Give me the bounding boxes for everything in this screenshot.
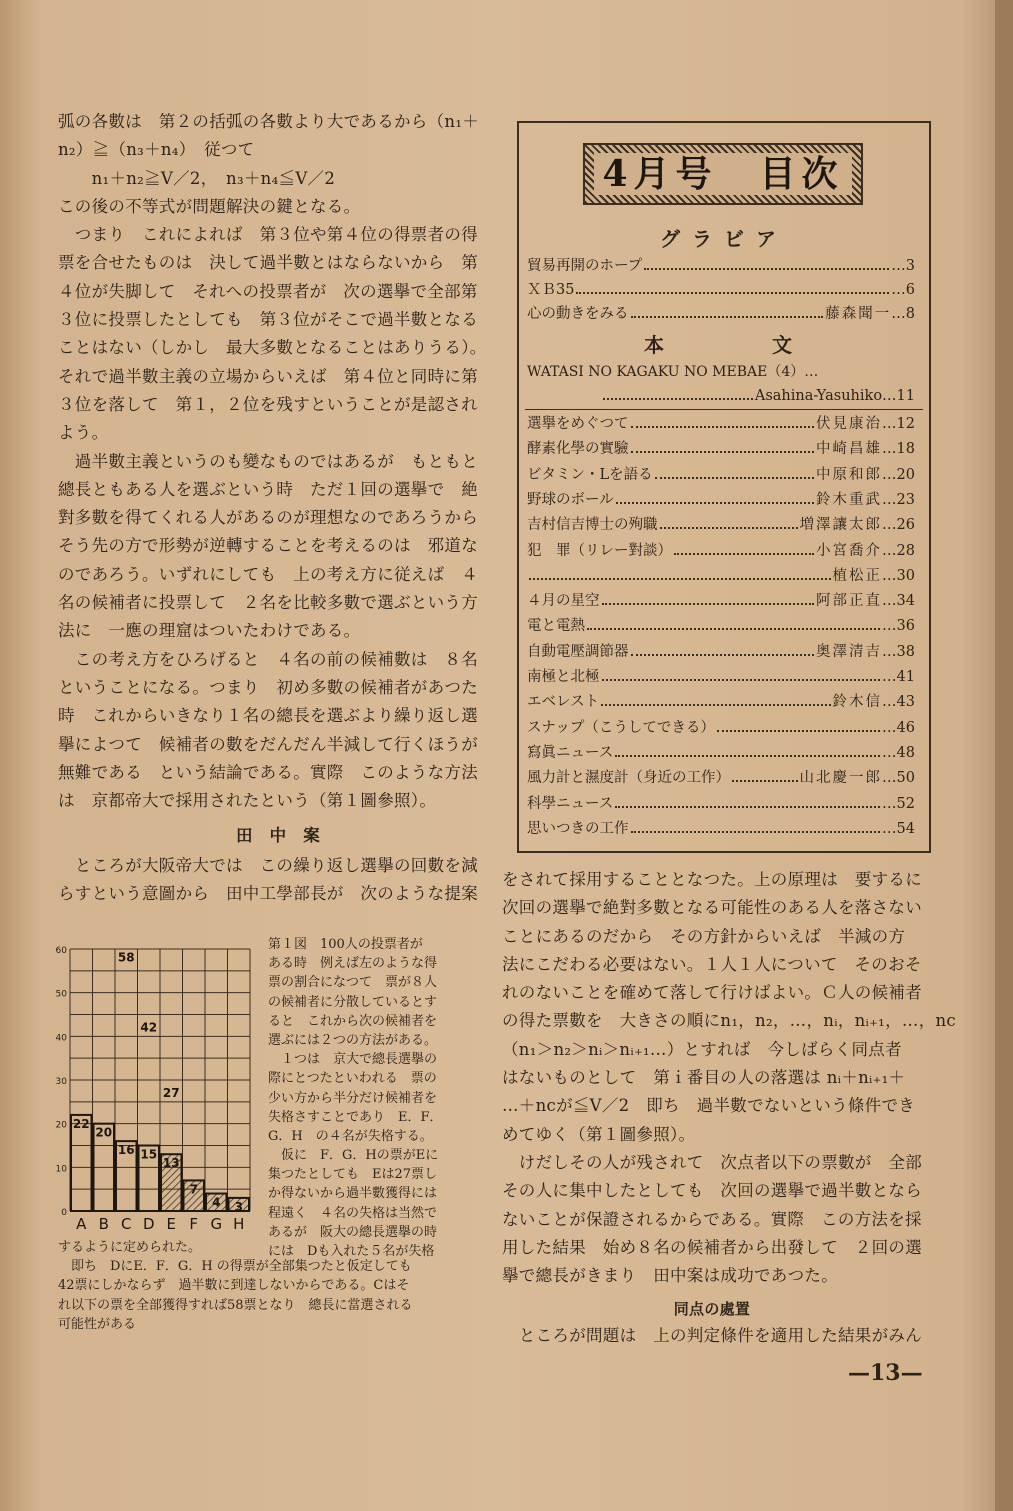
bar-value-label: 16 (117, 1143, 135, 1158)
toc-item-author: 鈴木信 (832, 694, 883, 711)
toc-leader-dots (631, 303, 824, 318)
text-line: の得た票數を 大きさの順にn₁，n₂，…，nᵢ，nᵢ₊₁，…，nc (502, 1011, 956, 1031)
page-spine-shadow (995, 0, 1013, 1511)
y-tick-label: 50 (55, 989, 67, 1000)
toc-item-page: 54 (896, 820, 915, 837)
toc-item[interactable] (527, 590, 915, 612)
x-tick-label: A (76, 1215, 87, 1233)
toc-item[interactable] (527, 279, 915, 301)
page-number: —13— (848, 1360, 923, 1386)
text-line: …＋ncが≦V／2 即ち 過半數でないという條件でき (502, 1096, 916, 1116)
x-tick-label: H (233, 1215, 245, 1233)
caption-line: ある時 例えば左のような得 (268, 956, 438, 972)
toc-special-title: WATASI NO KAGAKU NO MEBAE（4）… (527, 364, 819, 380)
toc-item-title: 寫眞ニュース (527, 744, 614, 761)
toc-leader-dots (602, 666, 881, 681)
toc-page-separator: … (882, 744, 897, 761)
text-line: ないことが保證されるからである。實際 この方法を採 (502, 1209, 922, 1229)
toc-item-page: 36 (896, 618, 915, 635)
toc-page-separator: … (882, 416, 897, 432)
text-line: そう先の方で形勢が逆轉することを考えるのは 邪道な (58, 536, 478, 556)
toc-item-page: 23 (896, 491, 915, 508)
toc-item[interactable] (527, 438, 915, 460)
toc-item-title: ４月の星空 (527, 593, 600, 610)
text-line: 弧の各數は 第２の括弧の各數より大であるから（n₁＋ (58, 112, 480, 131)
toc-page-separator: … (882, 820, 897, 837)
toc-leader-dots (576, 279, 889, 294)
caption-line: １つは 京大で總長選擧の (268, 1052, 438, 1068)
text-line: らすという意圖から 田中工學部長が 次のような提案 (58, 884, 478, 904)
toc-item-page: 26 (896, 517, 915, 534)
toc-page-separator: … (882, 669, 897, 685)
text-line: をされて採用することとなつた。上の原理は 要するに (502, 870, 922, 889)
toc-special-page: …11 (882, 388, 915, 404)
text-line: その人に集中したとしても 次回の選擧で過半數となら (502, 1181, 922, 1201)
cumulative-label: 58 (117, 950, 135, 965)
toc-title: 4月号 目次 (583, 143, 863, 205)
toc-item[interactable] (527, 615, 915, 637)
caption-line: G．H の４名が失格する。 (268, 1128, 433, 1144)
toc-item-title: エベレスト (527, 694, 600, 711)
text-line: ことにあるのだから その方針からいえば 半減の方 (502, 926, 906, 946)
toc-page-separator: … (891, 306, 906, 322)
x-tick-label: F (189, 1215, 199, 1233)
text-line: 時 これからいきなり１名の總長を選ぶより繰り返し選 (58, 706, 478, 726)
heading-tanaka-plan: 田 中 案 (236, 826, 320, 845)
toc-page-separator: … (882, 517, 897, 534)
text-line: 過半數主義というのも變なものではあるが もともと (58, 451, 478, 471)
toc-item-author: 植松正 (832, 567, 883, 584)
toc-item-title: 南極と北極 (527, 669, 600, 685)
toc-leader-dots (587, 615, 880, 630)
text-line: れのないことを確めて落して行けばよい。Ｃ人の候補者 (502, 983, 922, 1003)
toc-leader-dots (655, 464, 814, 479)
bar-value-label: 20 (95, 1125, 113, 1140)
toc-item[interactable] (527, 742, 915, 764)
toc-item[interactable] (527, 303, 915, 325)
toc-item-author: 阿部正直 (816, 593, 883, 610)
toc-item-title: 犯 罪（リレー對談） (527, 542, 672, 559)
toc-item[interactable] (527, 767, 915, 789)
toc-page-separator: … (882, 567, 897, 584)
text-line: 無難である という結論である。實際 このような方法 (58, 762, 478, 782)
toc-item-page: 34 (896, 593, 915, 610)
toc-item[interactable] (527, 514, 915, 536)
toc-item-page: 38 (896, 643, 915, 660)
caption-line: 少い方から半分だけ候補者を (268, 1090, 438, 1106)
toc-item[interactable] (527, 464, 915, 486)
caption-line: 際にとつたといわれる 票の (268, 1071, 437, 1087)
caption-line: するように定められた。 (58, 1240, 202, 1255)
toc-item[interactable] (527, 691, 915, 713)
caption-line: には Dも入れた５名が失格 (268, 1244, 435, 1259)
toc-special-author-row (527, 385, 915, 407)
y-tick-label: 20 (55, 1120, 67, 1131)
toc-item-title: 思いつきの工作 (527, 820, 629, 837)
toc-leader-dots (631, 818, 881, 833)
text-line: それで過半數主義の立場からいえば 第４位と同時に第 (58, 366, 478, 386)
text-line: この考え方をひろげると ４名の前の候補數は ８名 (58, 649, 478, 669)
toc-item-page: 50 (896, 770, 915, 787)
caption-line: 可能性がある (58, 1316, 137, 1332)
toc-item-author: 伏見康治 (816, 416, 883, 432)
toc-leader-dots (717, 717, 880, 732)
toc-page-separator: … (882, 491, 897, 508)
text-line: ところが大阪帝大では この繰り返し選擧の回數を減 (58, 856, 478, 875)
x-tick-label: D (142, 1215, 155, 1233)
toc-leader-dots (732, 767, 798, 782)
cumulative-label: 42 (140, 1020, 158, 1035)
text-line: ことはない（しかし 最大多數となることはありうる）。 (58, 338, 487, 358)
toc-page-separator: … (882, 441, 897, 458)
text-line: 票を合せたものは 決して過半數とはならないから 第 (58, 253, 478, 273)
text-line: （n₁＞n₂＞nᵢ＞nᵢ₊₁…）とすれば 今しばらく同点者 (502, 1039, 902, 1059)
y-tick-label: 40 (55, 1033, 67, 1044)
x-tick-label: C (121, 1215, 132, 1233)
toc-item[interactable] (527, 641, 915, 663)
toc-page-separator: … (882, 466, 897, 483)
text-line: つまり これによれば 第３位や第４位の得票者の得 (58, 225, 478, 245)
toc-item-author: 鈴木重武 (816, 491, 883, 508)
toc-leader-dots (631, 438, 815, 453)
toc-section-body: 本 文 (644, 333, 804, 357)
toc-item-page: 52 (896, 795, 915, 812)
toc-item[interactable] (527, 489, 915, 511)
toc-item-title: 科學ニュース (527, 795, 614, 812)
text-line: は 京都帝大で採用されたという（第１圖參照）。 (58, 791, 437, 811)
toc-page-separator: … (891, 258, 906, 274)
toc-item-author: 増澤讓太郎 (799, 517, 883, 534)
right-column-text (502, 866, 956, 1290)
toc-page-separator: … (882, 618, 897, 635)
toc-special-item[interactable] (527, 361, 915, 383)
y-tick-label: 0 (61, 1208, 67, 1218)
y-tick-label: 60 (55, 946, 67, 956)
toc-page-separator: … (882, 542, 897, 559)
toc-leader-dots (631, 413, 815, 428)
toc-item-author: 山北慶一郎 (799, 770, 883, 787)
toc-leader-dots (644, 255, 889, 270)
bar-value-label: 15 (140, 1147, 158, 1162)
text-line: n₂）≧（n₃＋n₄） 従つて (58, 140, 255, 160)
right-column-last-line: ところが問題は 上の判定條件を適用した結果がみん (502, 1326, 922, 1345)
toc-item-title: ビタミン・Lを語る (527, 466, 653, 483)
text-line: ３位を落して 第１，２位を残すということが是認され (58, 394, 478, 414)
x-tick-label: E (166, 1215, 176, 1233)
toc-item-author: 藤森聞一 (825, 306, 892, 322)
figure-1-caption-continued (58, 1238, 498, 1334)
toc-item-title: 貿易再開のホープ (527, 258, 643, 274)
figure-1-caption (268, 935, 504, 1261)
toc-page-separator: … (882, 593, 897, 610)
toc-item-title: 野球のボール (527, 491, 614, 508)
text-line: 對多數を得てくれる人があるのが理想なのであろうから (58, 508, 478, 528)
toc-item-page: 41 (896, 669, 915, 685)
toc-divider (525, 409, 923, 410)
toc-page-separator: … (882, 694, 897, 711)
toc-page-separator: … (882, 719, 897, 736)
toc-leader-dots (615, 793, 880, 808)
bar-value-label: 4 (212, 1195, 221, 1210)
toc-page-separator: … (891, 282, 906, 298)
toc-page-separator: … (882, 643, 897, 660)
toc-page-separator: … (882, 795, 897, 812)
text-line: のであろう。いずれにしても 上の考え方に従えば ４ (58, 564, 478, 584)
toc-item-page: 46 (896, 719, 915, 736)
caption-line: 42票にしかならず 過半數に到達しないからである。Cはそ (58, 1278, 410, 1294)
toc-item[interactable] (527, 717, 915, 739)
cumulative-label: 27 (162, 1086, 180, 1101)
text-line: 總長ともある人を選ぶという時 ただ１回の選擧で 絶 (58, 479, 478, 499)
toc-item-author: 小宮喬介 (816, 542, 883, 559)
toc-item-page: 3 (905, 258, 915, 274)
toc-page-separator: … (882, 770, 897, 787)
text-line: けだしその人が残されて 次点者以下の票數が 全部 (502, 1152, 922, 1172)
toc-item-page: 30 (896, 567, 915, 584)
caption-line: か得ないから過半數獲得には (268, 1186, 438, 1202)
text-line: 擧で總長がきまり 田中案は成功であつた。 (502, 1266, 838, 1286)
toc-item[interactable] (527, 666, 915, 688)
toc-leader-dots (529, 565, 831, 580)
toc-section-gravure: グラビア (660, 227, 788, 251)
left-column-text (58, 108, 498, 815)
toc-item-title: 自動電壓調節器 (527, 643, 629, 660)
toc-leader-dots (674, 540, 814, 555)
caption-line: 第１図 100人の投票者が (268, 937, 423, 952)
toc-item-title: 電と電熱 (527, 618, 585, 635)
x-tick-label: B (98, 1215, 109, 1233)
bar-value-label: 3 (234, 1199, 243, 1214)
caption-line: 票の割合になつて 票が８人 (268, 975, 438, 991)
toc-item-page: 18 (896, 441, 915, 458)
text-line: 法に 一應の理窟はついたわけである。 (58, 621, 361, 641)
table-of-contents (517, 121, 931, 853)
toc-item-title: 酵素化學の實驗 (527, 441, 629, 458)
toc-item[interactable] (527, 818, 915, 840)
caption-line: 程遠く ４名の失格は当然で (268, 1205, 438, 1221)
toc-item-title: 心の動きをみる (527, 306, 629, 322)
caption-line: 失格さすことであり E．F． (268, 1109, 443, 1125)
toc-item[interactable] (527, 413, 915, 435)
toc-item[interactable] (527, 793, 915, 815)
left-column-continued-text (58, 852, 498, 909)
bar-value-label: 22 (72, 1116, 90, 1131)
text-line: この後の不等式が問題解決の鍵となる。 (58, 196, 361, 216)
toc-special-author: Asahina-Yasuhiko (754, 388, 883, 404)
caption-line: 集つたとしても Eは27票し (268, 1167, 438, 1183)
toc-item[interactable] (527, 255, 915, 277)
toc-item-page: 28 (896, 542, 915, 559)
caption-line: の候補者に分散しているとす (268, 994, 438, 1010)
toc-item[interactable] (527, 565, 915, 587)
toc-leader-dots (660, 514, 798, 529)
toc-item-title: 風力計と濕度計（身近の工作） (527, 770, 730, 787)
toc-item-author: 奥澤清吉 (816, 643, 883, 660)
caption-line: れ以下の票を全部獲得すれば58票となり 總長に當選される (58, 1297, 413, 1313)
caption-line: あるが 阪大の總長選擧の時 (268, 1224, 438, 1240)
heading-tie-handling: 同点の處置 (673, 1300, 751, 1318)
text-line: n₁＋n₂≧V／2， n₃＋n₄≦V／2 (58, 168, 336, 188)
toc-item-page: 43 (896, 694, 915, 711)
bar-value-label: 13 (162, 1156, 180, 1171)
toc-leader-dots (631, 641, 815, 656)
toc-leader-dots (601, 691, 830, 706)
x-tick-label: G (210, 1215, 223, 1233)
toc-item-title: ＸＢ35 (527, 282, 575, 298)
toc-item-page: 6 (905, 282, 915, 298)
toc-item-page: 12 (896, 416, 915, 432)
figure-1-vote-chart (50, 936, 260, 1236)
text-line: 名の候補者に投票して ２名を比較多數で選ぶという方 (58, 593, 478, 613)
caption-line: 即ち DにE．F．G．H の得票が全部集つたと仮定しても (58, 1259, 412, 1275)
toc-item-title: 選擧をめぐつて (527, 416, 629, 432)
y-tick-label: 30 (55, 1077, 67, 1087)
text-line: よう。 (58, 423, 109, 443)
caption-line: 選ぶには２つの方法がある。 (268, 1032, 438, 1048)
text-line: 用した結果 始め８名の候補者から出發して ２回の選 (502, 1237, 922, 1257)
toc-leader-dots (602, 590, 815, 605)
text-line: 次回の選擧で絶對多數となる可能性のある人を落さない (502, 898, 922, 918)
toc-item-page: 48 (896, 744, 915, 761)
caption-line: 仮に F．G．Hの票がEに (268, 1148, 439, 1164)
text-line: 法にこだわる必要はない。１人１人について そのおそ (502, 954, 922, 974)
toc-item-author: 中崎昌雄 (816, 441, 883, 458)
bar-value-label: 7 (189, 1182, 198, 1197)
toc-item-title: スナップ（こうしてできる） (527, 719, 715, 736)
toc-item[interactable] (527, 540, 915, 562)
toc-item-title: 吉村信吉博士の殉職 (527, 517, 658, 534)
toc-leader-dots (615, 742, 880, 757)
toc-item-author: 中原和郎 (816, 466, 883, 483)
text-line: めてゆく（第１圖參照）。 (502, 1124, 696, 1144)
text-line: はないものとして 第ｉ番目の人の落選は nᵢ＋nᵢ₊₁＋ (502, 1068, 906, 1088)
toc-leader-dots (616, 489, 814, 504)
toc-item-page: 8 (905, 306, 915, 322)
text-line: ということになる。つまり 初め多數の候補者があつた (58, 677, 478, 697)
text-line: ４位が失脚して それへの投票者が 次の選擧で全部第 (58, 281, 478, 301)
y-tick-label: 10 (55, 1164, 67, 1175)
caption-line: ると これから次の候補者を (268, 1013, 438, 1029)
text-line: 擧によつて 候補者の數をだんだん半減して行くほうが (58, 734, 478, 754)
toc-item-page: 20 (896, 466, 915, 483)
text-line: ３位に投票したとしても 第３位がそこで過半數となる (58, 310, 478, 330)
